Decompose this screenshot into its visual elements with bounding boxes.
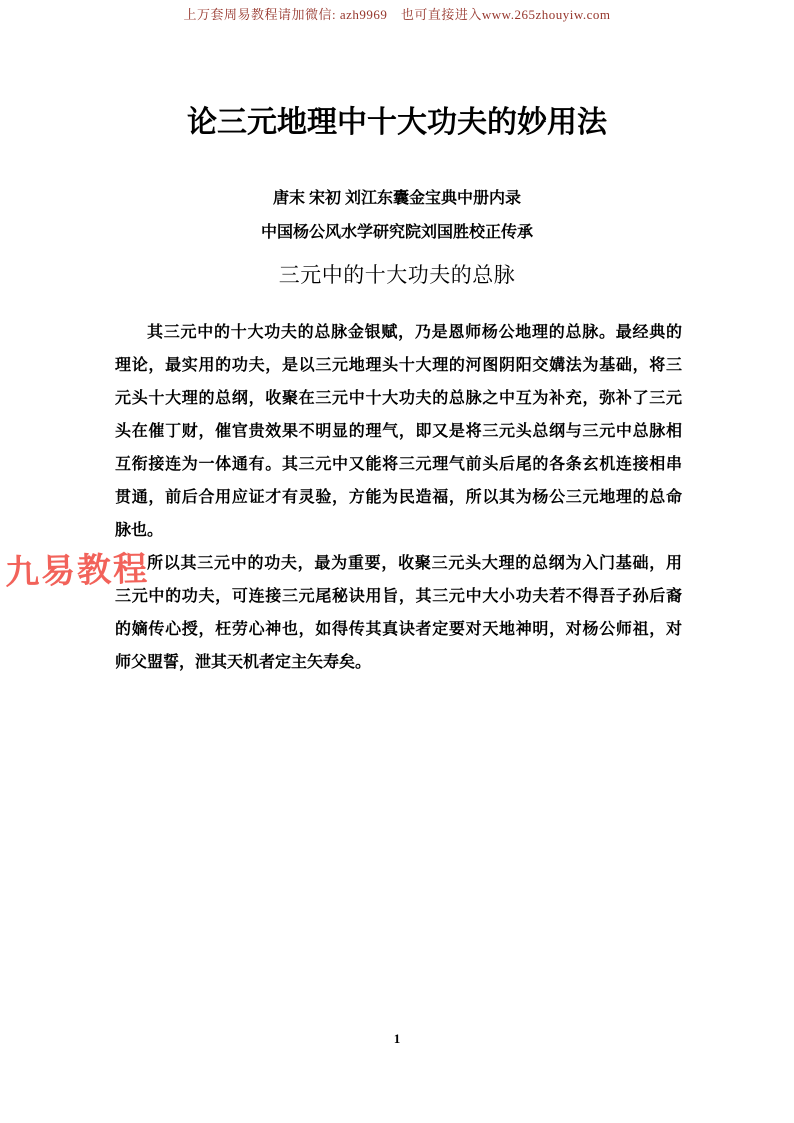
body-line: 互衔接连为一体通有。其三元中又能将三元理气前头后尾的各条玄机连接相串: [115, 456, 682, 473]
body-text: [115, 316, 682, 679]
page-number: 1: [393, 1031, 401, 1046]
body-line: 头在催丁财，催官贵效果不明显的理气，即又是将三元头总纲与三元中总脉相: [115, 423, 682, 440]
body-line: 其三元中的十大功夫的总脉金银赋，乃是恩师杨公地理的总脉。最经典的: [147, 324, 682, 341]
body-line: 贯通，前后合用应证才有灵验，方能为民造福，所以其为杨公三元地理的总命: [115, 489, 682, 506]
body-line: 师父盟誓，泄其天机者定主矢寿矣。: [115, 654, 372, 671]
body-line: 脉也。: [115, 522, 164, 539]
byline-source: 唐末 宋初 刘江东囊金宝典中册内录: [272, 190, 521, 207]
body-line: 三元中的功夫，可连接三元尾秘诀用旨，其三元中大小功夫若不得吾子孙后裔: [115, 588, 682, 605]
byline-transmission: 中国杨公风水学研究院刘国胜校正传承: [260, 224, 533, 241]
body-line: 元头十大理的总纲，收聚在三元中十大功夫的总脉之中互为补充，弥补了三元: [115, 390, 682, 407]
body-line: 理论，最实用的功夫，是以三元地理头十大理的河图阴阳交媾法为基础，将三: [115, 357, 682, 374]
promo-header-note: 上万套周易教程请加微信: azh9969 也可直接进入www.265zhouyiw.com: [183, 7, 611, 22]
body-line: 的嫡传心授，枉劳心神也，如得传其真诀者定要对天地神明，对杨公师祖，对: [115, 621, 682, 638]
watermark-text: 九易教程: [4, 550, 150, 592]
document-title: 论三元地理中十大功夫的妙用法: [187, 106, 607, 139]
body-line: 所以其三元中的功夫，最为重要，收聚三元头大理的总纲为入门基础，用: [147, 555, 682, 572]
section-heading: 三元中的十大功夫的总脉: [278, 263, 516, 287]
